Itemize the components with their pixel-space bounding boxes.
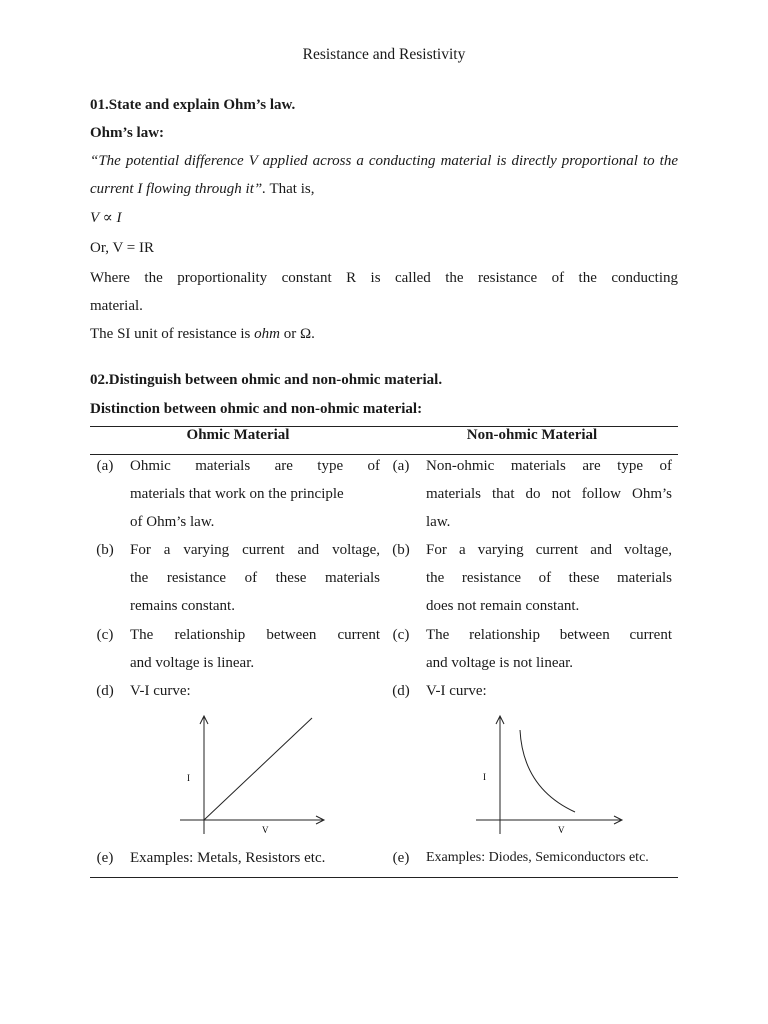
cell-line: V-I curve: bbox=[130, 683, 191, 699]
table-bottom-rule bbox=[90, 877, 678, 878]
equation-proportional: V ∝ I bbox=[90, 210, 122, 226]
row-d-label-ohmic: (d) bbox=[96, 683, 114, 699]
row-d-label-nonohmic: (d) bbox=[392, 683, 410, 699]
ohmic-vi-graph bbox=[172, 708, 334, 838]
row-d-ohmic bbox=[130, 677, 380, 705]
cell-line: does not remain constant. bbox=[426, 598, 580, 614]
cell-line: For a varying current and voltage, bbox=[426, 542, 672, 558]
row-e-label-nonohmic: (e) bbox=[392, 850, 410, 866]
row-b-ohmic bbox=[130, 536, 380, 620]
si-prefix: The SI unit of resistance is bbox=[90, 326, 255, 342]
nonohmic-vi-graph bbox=[470, 708, 632, 838]
page-title: Resistance and Resistivity bbox=[302, 46, 466, 63]
q2-subheading: Distinction between ohmic and non-ohmic material: bbox=[90, 401, 423, 417]
q1-subheading: Ohm’s law: bbox=[90, 125, 165, 141]
row-b-label-nonohmic: (b) bbox=[392, 542, 410, 558]
cell-line: Non-ohmic materials are type of bbox=[426, 458, 672, 474]
cell-line: of Ohm’s law. bbox=[130, 514, 215, 530]
cell-line: law. bbox=[426, 514, 451, 530]
row-c-ohmic bbox=[130, 621, 380, 677]
cell-line: The relationship between current bbox=[130, 627, 380, 643]
cell-line: remains constant. bbox=[130, 598, 235, 614]
cell-line: For a varying current and voltage, bbox=[130, 542, 380, 558]
resistance-definition-line1: Where the proportionality constant R is called the resistance of the conducting bbox=[90, 270, 678, 286]
cell-line: The relationship between current bbox=[426, 627, 672, 643]
linear-vi-curve bbox=[204, 718, 312, 820]
cell-line: Examples: Metals, Resistors etc. bbox=[130, 850, 326, 866]
cell-line: Examples: Diodes, Semiconductors etc. bbox=[426, 850, 649, 865]
x-axis-label: V bbox=[262, 825, 269, 835]
equation-ohms-law: Or, V = IR bbox=[90, 240, 154, 256]
nonlinear-vi-curve bbox=[520, 730, 575, 812]
that-is-text: That is, bbox=[265, 181, 315, 197]
si-unit: ohm bbox=[254, 326, 280, 342]
cell-line: V-I curve: bbox=[426, 683, 487, 699]
ohmic-header: Ohmic Material bbox=[186, 427, 290, 443]
row-c-label-nonohmic: (c) bbox=[392, 627, 410, 643]
y-axis-label: I bbox=[483, 772, 486, 782]
q2-heading: 02.Distinguish between ohmic and non-ohmic material. bbox=[90, 372, 443, 388]
row-e-nonohmic bbox=[426, 844, 676, 872]
si-suffix: or Ω. bbox=[279, 326, 315, 342]
row-b-nonohmic bbox=[426, 536, 672, 620]
nonohmic-header: Non-ohmic Material bbox=[466, 427, 598, 443]
row-e-ohmic bbox=[130, 844, 380, 872]
cell-line: Ohmic materials are type of bbox=[130, 458, 380, 474]
si-unit-sentence bbox=[90, 324, 678, 344]
row-a-label-ohmic: (a) bbox=[96, 458, 114, 474]
row-d-nonohmic bbox=[426, 677, 672, 705]
x-axis-label: V bbox=[558, 825, 565, 835]
row-a-label-nonohmic: (a) bbox=[392, 458, 410, 474]
row-c-label-ohmic: (c) bbox=[96, 627, 114, 643]
statement-text: current I flowing through it”. bbox=[90, 181, 266, 197]
cell-line: materials that do not follow Ohm’s bbox=[426, 486, 672, 502]
cell-line: the resistance of these materials bbox=[426, 570, 672, 586]
row-e-label-ohmic: (e) bbox=[96, 850, 114, 866]
cell-line: and voltage is not linear. bbox=[426, 655, 574, 671]
cell-line: and voltage is linear. bbox=[130, 655, 255, 671]
row-a-nonohmic bbox=[426, 452, 672, 536]
q1-heading: 01.State and explain Ohm’s law. bbox=[90, 97, 296, 113]
ohms-law-statement-line2 bbox=[90, 179, 678, 199]
ohms-law-statement-line1: “The potential difference V applied across a conducting material is directly proportional to the bbox=[90, 153, 678, 169]
row-a-ohmic bbox=[130, 452, 380, 536]
resistance-definition-line2: material. bbox=[90, 298, 143, 314]
cell-line: materials that work on the principle bbox=[130, 486, 344, 502]
y-axis-label: I bbox=[187, 773, 190, 783]
cell-line: the resistance of these materials bbox=[130, 570, 380, 586]
row-c-nonohmic bbox=[426, 621, 672, 677]
row-b-label-ohmic: (b) bbox=[96, 542, 114, 558]
